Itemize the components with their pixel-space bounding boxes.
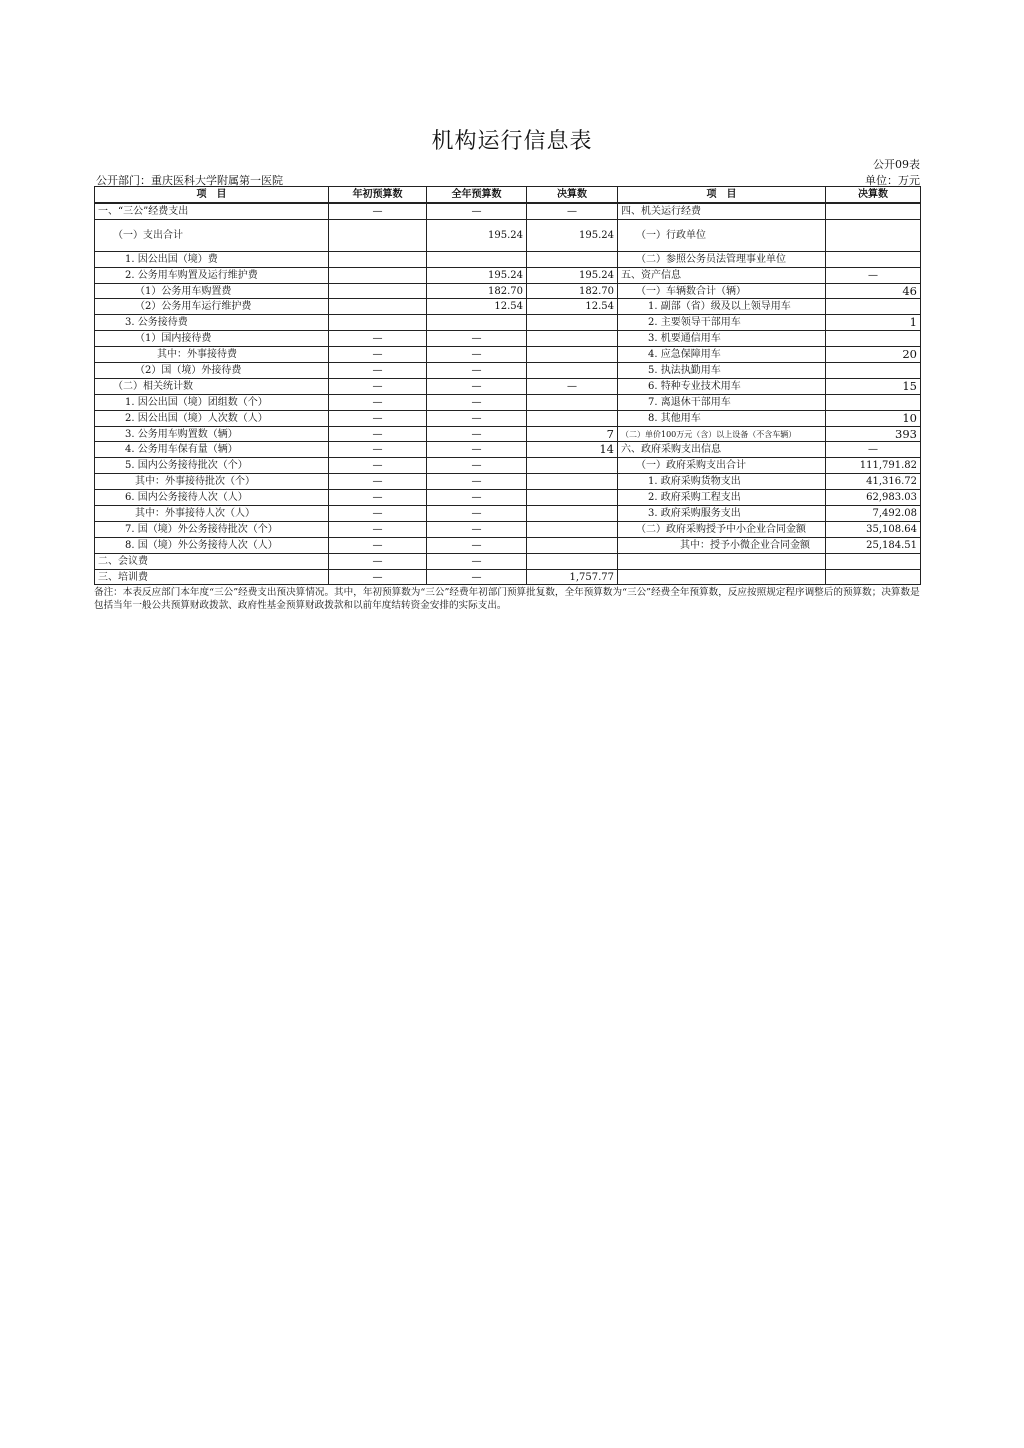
cell-final: 1,757.77 xyxy=(527,569,618,585)
cell-final: — xyxy=(527,378,618,394)
cell-full-budget: 12.54 xyxy=(427,299,527,315)
cell-final xyxy=(527,394,618,410)
cell-initial-budget: — xyxy=(329,363,427,379)
table-header-row xyxy=(95,187,921,203)
row-label: 5. 国内公务接待批次（个） xyxy=(95,458,329,474)
cell-full-budget: — xyxy=(427,363,527,379)
right-value xyxy=(826,569,921,585)
row-label: （2）公务用车运行维护费 xyxy=(95,299,329,315)
cell-full-budget: — xyxy=(427,410,527,426)
table-row xyxy=(95,490,921,506)
table-row xyxy=(95,331,921,347)
cell-full-budget: — xyxy=(427,331,527,347)
table-row xyxy=(95,521,921,537)
right-value xyxy=(826,553,921,569)
row-label: 3. 公务用车购置数（辆） xyxy=(95,426,329,442)
cell-initial-budget: — xyxy=(329,203,427,219)
unit-label: 单位：万元 xyxy=(865,174,920,187)
cell-full-budget: — xyxy=(427,378,527,394)
cell-full-budget: — xyxy=(427,347,527,363)
right-value: 7,492.08 xyxy=(826,506,921,522)
cell-initial-budget: — xyxy=(329,553,427,569)
right-label xyxy=(618,569,826,585)
cell-final xyxy=(527,474,618,490)
right-value: 25,184.51 xyxy=(826,537,921,553)
right-value: 15 xyxy=(826,378,921,394)
row-label: 4. 公务用车保有量（辆） xyxy=(95,442,329,458)
right-value: 62,983.03 xyxy=(826,490,921,506)
table-row xyxy=(95,442,921,458)
table-row xyxy=(95,363,921,379)
table-row xyxy=(95,537,921,553)
cell-final xyxy=(527,537,618,553)
right-value xyxy=(826,363,921,379)
right-value: 41,316.72 xyxy=(826,474,921,490)
cell-full-budget: 182.70 xyxy=(427,283,527,299)
cell-full-budget: — xyxy=(427,490,527,506)
right-value: 1 xyxy=(826,315,921,331)
table-row xyxy=(95,378,921,394)
cell-initial-budget: — xyxy=(329,410,427,426)
row-label: （1）公务用车购置费 xyxy=(95,283,329,299)
cell-final: 12.54 xyxy=(527,299,618,315)
right-value: 10 xyxy=(826,410,921,426)
cell-final xyxy=(527,458,618,474)
row-label: 6. 国内公务接待人次（人） xyxy=(95,490,329,506)
right-value: — xyxy=(826,442,921,458)
cell-initial-budget: — xyxy=(329,347,427,363)
cell-final: 7 xyxy=(527,426,618,442)
cell-initial-budget: — xyxy=(329,474,427,490)
header-item-2: 项 目 xyxy=(618,187,826,203)
header-final: 决算数 xyxy=(527,187,618,203)
table-row xyxy=(95,267,921,283)
right-label: 5. 执法执勤用车 xyxy=(618,363,826,379)
right-label: 2. 主要领导干部用车 xyxy=(618,315,826,331)
right-value: — xyxy=(826,267,921,283)
info-table xyxy=(94,186,921,585)
cell-full-budget: — xyxy=(427,203,527,219)
table-row xyxy=(95,506,921,522)
footnote: 备注：本表反应部门本年度“三公”经费支出预决算情况。其中，年初预算数为“三公”经费年初部门预算批复数，全年预算数为“三公”经费全年预算数，反应按照规定程序调整后的预算数；决算数是包括当年一般公共预算财政拨款、政府性基金预算财政拨款和以前年度结转资金安排的实际支出。 xyxy=(94,587,920,611)
cell-initial-budget: — xyxy=(329,537,427,553)
right-label: （一）行政单位 xyxy=(618,219,826,251)
cell-initial-budget: — xyxy=(329,521,427,537)
row-label: 2. 公务用车购置及运行维护费 xyxy=(95,267,329,283)
table-row xyxy=(95,219,921,251)
table-row xyxy=(95,458,921,474)
cell-final: 195.24 xyxy=(527,219,618,251)
cell-full-budget: — xyxy=(427,569,527,585)
cell-final xyxy=(527,506,618,522)
table-row xyxy=(95,569,921,585)
right-label: 7. 离退休干部用车 xyxy=(618,394,826,410)
cell-final xyxy=(527,315,618,331)
cell-initial-budget: — xyxy=(329,569,427,585)
cell-final: 195.24 xyxy=(527,267,618,283)
row-label: 其中：外事接待批次（个） xyxy=(95,474,329,490)
page-title: 机构运行信息表 xyxy=(431,129,593,154)
cell-initial-budget: — xyxy=(329,490,427,506)
right-value: 20 xyxy=(826,347,921,363)
right-value xyxy=(826,331,921,347)
header-full-budget: 全年预算数 xyxy=(427,187,527,203)
table-row xyxy=(95,315,921,331)
row-label: 1. 因公出国（境）团组数（个） xyxy=(95,394,329,410)
cell-final: 182.70 xyxy=(527,283,618,299)
row-label: （2）国（境）外接待费 xyxy=(95,363,329,379)
cell-initial-budget xyxy=(329,315,427,331)
row-label: 一、“三公”经费支出 xyxy=(95,203,329,219)
right-label: 六、政府采购支出信息 xyxy=(618,442,826,458)
right-label: 3. 政府采购服务支出 xyxy=(618,506,826,522)
row-label: 三、培训费 xyxy=(95,569,329,585)
header-final-2: 决算数 xyxy=(826,187,921,203)
cell-initial-budget: — xyxy=(329,378,427,394)
cell-initial-budget: — xyxy=(329,426,427,442)
right-label: 1. 副部（省）级及以上领导用车 xyxy=(618,299,826,315)
cell-initial-budget xyxy=(329,251,427,267)
right-label: （一）车辆数合计（辆） xyxy=(618,283,826,299)
cell-full-budget: — xyxy=(427,553,527,569)
right-label: 2. 政府采购工程支出 xyxy=(618,490,826,506)
cell-final xyxy=(527,410,618,426)
cell-full-budget: — xyxy=(427,426,527,442)
row-label: 其中：外事接待费 xyxy=(95,347,329,363)
right-value: 46 xyxy=(826,283,921,299)
cell-full-budget: — xyxy=(427,442,527,458)
row-label: 二、会议费 xyxy=(95,553,329,569)
cell-initial-budget xyxy=(329,283,427,299)
row-label: 3. 公务接待费 xyxy=(95,315,329,331)
right-label: 6. 特种专业技术用车 xyxy=(618,378,826,394)
cell-full-budget: — xyxy=(427,458,527,474)
table-row xyxy=(95,394,921,410)
cell-final xyxy=(527,490,618,506)
right-label: （二）单价100万元（含）以上设备（不含车辆） xyxy=(618,426,826,442)
table-row xyxy=(95,410,921,426)
right-label: （二）政府采购授予中小企业合同金额 xyxy=(618,521,826,537)
header-initial-budget: 年初预算数 xyxy=(329,187,427,203)
cell-full-budget: 195.24 xyxy=(427,219,527,251)
right-label: 1. 政府采购货物支出 xyxy=(618,474,826,490)
right-label xyxy=(618,553,826,569)
row-label: （二）相关统计数 xyxy=(95,378,329,394)
right-value: 393 xyxy=(826,426,921,442)
cell-initial-budget: — xyxy=(329,394,427,410)
cell-full-budget xyxy=(427,251,527,267)
table-row xyxy=(95,203,921,219)
cell-initial-budget: — xyxy=(329,458,427,474)
table-row xyxy=(95,426,921,442)
cell-final: — xyxy=(527,203,618,219)
table-row xyxy=(95,251,921,267)
row-label: （一）支出合计 xyxy=(95,219,329,251)
cell-final xyxy=(527,363,618,379)
right-label: 四、机关运行经费 xyxy=(618,203,826,219)
row-label: （1）国内接待费 xyxy=(95,331,329,347)
cell-full-budget: 195.24 xyxy=(427,267,527,283)
cell-initial-budget: — xyxy=(329,506,427,522)
right-value: 111,791.82 xyxy=(826,458,921,474)
table-row xyxy=(95,299,921,315)
right-label: （一）政府采购支出合计 xyxy=(618,458,826,474)
right-label: 8. 其他用车 xyxy=(618,410,826,426)
right-label: 4. 应急保障用车 xyxy=(618,347,826,363)
right-label: 其中：授予小微企业合同金额 xyxy=(618,537,826,553)
cell-full-budget: — xyxy=(427,394,527,410)
right-label: （二）参照公务员法管理事业单位 xyxy=(618,251,826,267)
cell-initial-budget xyxy=(329,219,427,251)
cell-initial-budget xyxy=(329,267,427,283)
right-value xyxy=(826,219,921,251)
cell-initial-budget: — xyxy=(329,331,427,347)
form-code: 公开09表 xyxy=(873,158,920,171)
table-row xyxy=(95,474,921,490)
row-label: 其中：外事接待人次（人） xyxy=(95,506,329,522)
cell-final xyxy=(527,521,618,537)
cell-final: 14 xyxy=(527,442,618,458)
row-label: 2. 因公出国（境）人次数（人） xyxy=(95,410,329,426)
cell-final xyxy=(527,251,618,267)
row-label: 7. 国（境）外公务接待批次（个） xyxy=(95,521,329,537)
department-label: 公开部门：重庆医科大学附属第一医院 xyxy=(96,174,283,187)
cell-full-budget: — xyxy=(427,521,527,537)
row-label: 8. 国（境）外公务接待人次（人） xyxy=(95,537,329,553)
right-value xyxy=(826,251,921,267)
cell-initial-budget: — xyxy=(329,442,427,458)
cell-final xyxy=(527,331,618,347)
cell-full-budget xyxy=(427,315,527,331)
cell-full-budget: — xyxy=(427,537,527,553)
right-value xyxy=(826,203,921,219)
table-row xyxy=(95,283,921,299)
cell-final xyxy=(527,347,618,363)
right-label: 五、资产信息 xyxy=(618,267,826,283)
row-label: 1. 因公出国（境）费 xyxy=(95,251,329,267)
cell-full-budget: — xyxy=(427,506,527,522)
right-value: 35,108.64 xyxy=(826,521,921,537)
cell-initial-budget xyxy=(329,299,427,315)
right-value xyxy=(826,394,921,410)
cell-full-budget: — xyxy=(427,474,527,490)
right-label: 3. 机要通信用车 xyxy=(618,331,826,347)
table-row xyxy=(95,553,921,569)
header-item: 项 目 xyxy=(95,187,329,203)
cell-final xyxy=(527,553,618,569)
table-row xyxy=(95,347,921,363)
right-value xyxy=(826,299,921,315)
